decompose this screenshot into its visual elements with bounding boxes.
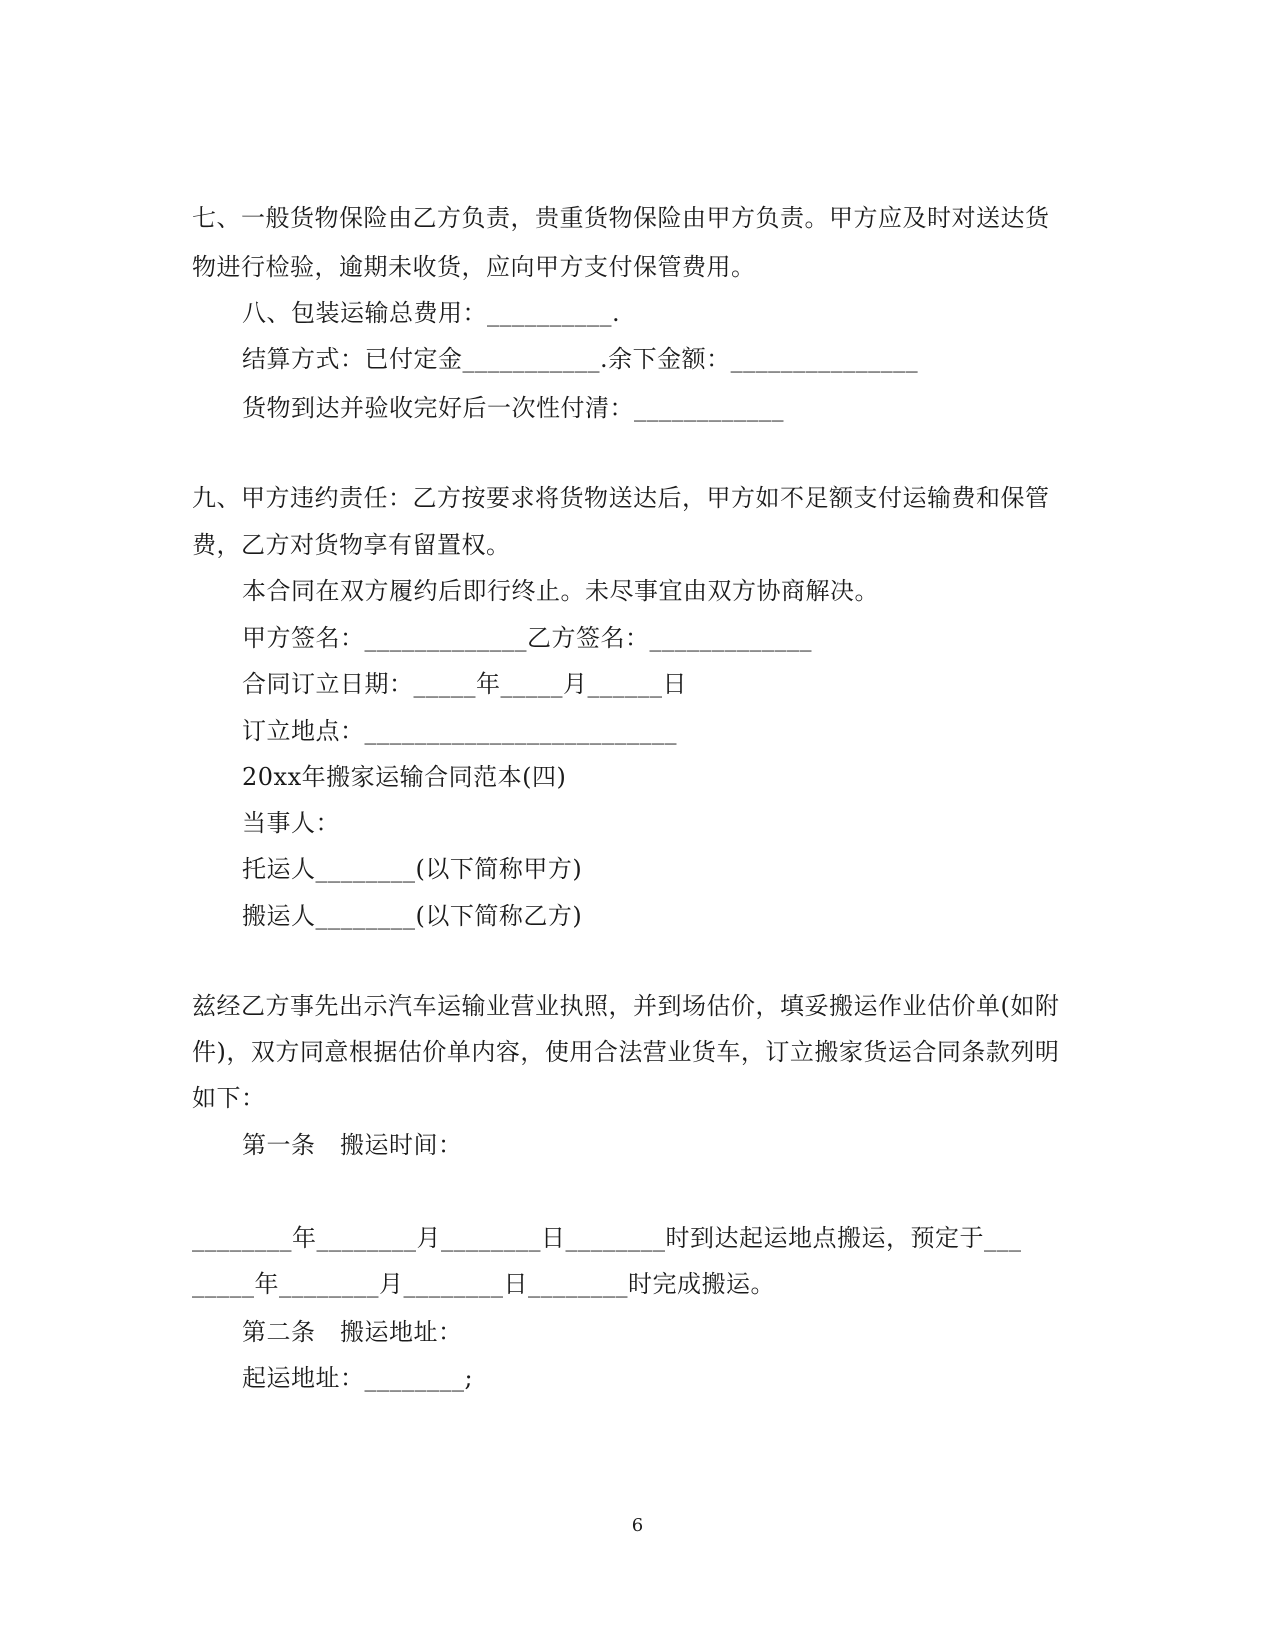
- origin-address-line: 起运地址：________;: [242, 1364, 474, 1392]
- preamble-line-2: 件)，双方同意根据估价单内容，使用合法营业货车，订立搬家货运合同条款列明: [192, 1038, 1060, 1066]
- section-heading: 20xx年搬家运输合同范本(四): [242, 763, 567, 791]
- preamble-line-3: 如下：: [192, 1084, 266, 1112]
- paragraph-payment-on-arrival: 货物到达并验收完好后一次性付清：____________: [242, 394, 784, 422]
- mover-line: 搬运人________(以下简称乙方): [242, 902, 583, 930]
- paragraph-clause-9-line-2: 费，乙方对货物享有留置权。: [192, 531, 511, 559]
- article-1-heading: 第一条 搬运时间：: [242, 1131, 463, 1159]
- paragraph-clause-9-line-1: 九、甲方违约责任：乙方按要求将货物送达后，甲方如不足额支付运输费和保管: [192, 484, 1050, 512]
- article-2-heading: 第二条 搬运地址：: [242, 1318, 463, 1346]
- page-number: 6: [631, 1515, 644, 1536]
- contract-date-line: 合同订立日期：_____年_____月______日: [242, 670, 687, 698]
- paragraph-settlement-method: 结算方式：已付定金___________.余下金额：_______________: [242, 345, 919, 373]
- paragraph-contract-termination: 本合同在双方履约后即行终止。未尽事宜由双方协商解决。: [242, 577, 879, 605]
- paragraph-clause-8-total-fee: 八、包装运输总费用：__________.: [242, 299, 621, 327]
- article-1-line-1: ________年________月________日________时到达起运地点搬运，预定于___: [192, 1224, 1022, 1252]
- parties-label: 当事人：: [242, 809, 340, 837]
- consignor-line: 托运人________(以下简称甲方): [242, 855, 583, 883]
- paragraph-clause-7-line-2: 物进行检验，逾期未收货，应向甲方支付保管费用。: [192, 253, 756, 281]
- preamble-line-1: 兹经乙方事先出示汽车运输业营业执照，并到场估价，填妥搬运作业估价单(如附: [192, 992, 1060, 1020]
- article-1-line-2: _____年________月________日________时完成搬运。: [192, 1270, 775, 1298]
- contract-place-line: 订立地点：_________________________: [242, 717, 677, 745]
- paragraph-clause-7-line-1: 七、一般货物保险由乙方负责，贵重货物保险由甲方负责。甲方应及时对送达货: [192, 204, 1050, 232]
- signature-line: 甲方签名：_____________乙方签名：_____________: [242, 624, 812, 652]
